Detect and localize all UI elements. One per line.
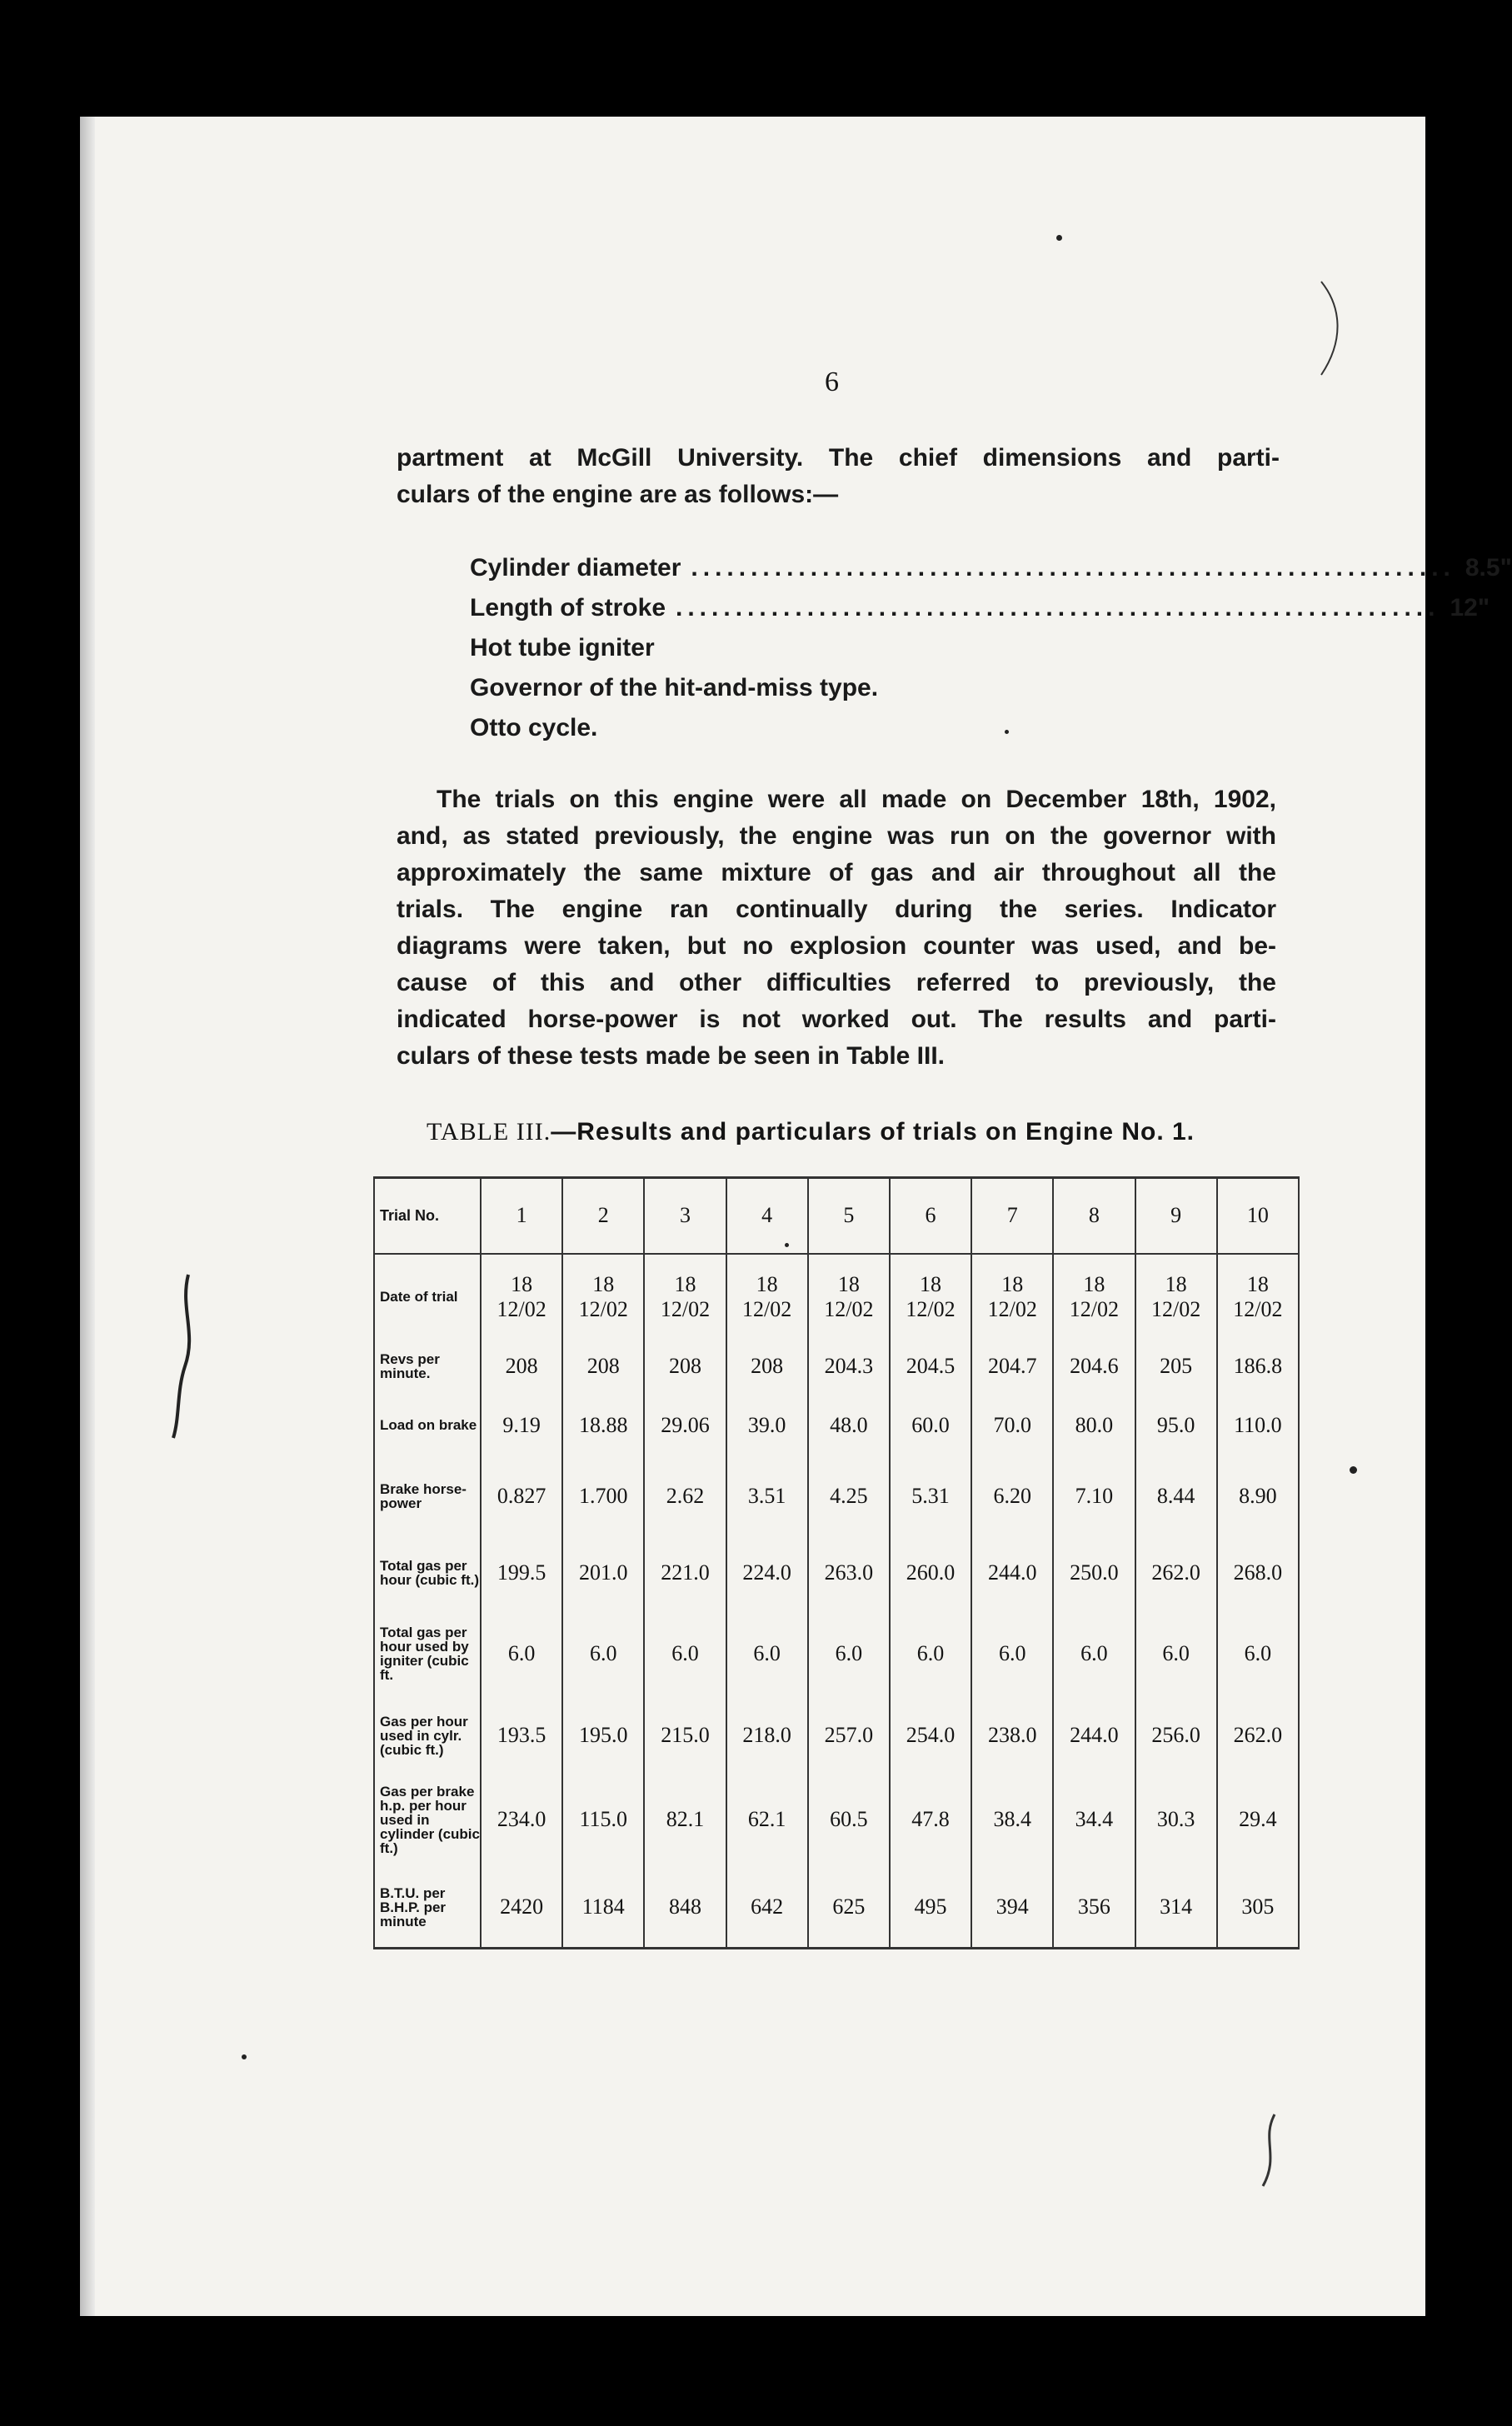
table-cell: 186.8 bbox=[1217, 1340, 1299, 1393]
row-label: Total gas per hour used by igniter (cubic ft. bbox=[374, 1610, 481, 1699]
table-cell: 80.0 bbox=[1053, 1393, 1135, 1456]
table-cell: 6.0 bbox=[1135, 1610, 1217, 1699]
table-cell: 244.0 bbox=[1053, 1699, 1135, 1772]
spec-label: Hot tube igniter bbox=[470, 634, 655, 661]
table-cell: 208 bbox=[562, 1340, 644, 1393]
table-cell: 218.0 bbox=[726, 1699, 808, 1772]
spec-label: Length of stroke bbox=[470, 594, 666, 621]
spec-row bbox=[470, 668, 1203, 708]
table-cell: 18 12/02 bbox=[1135, 1254, 1217, 1340]
table-row bbox=[374, 1536, 1299, 1610]
scan-speck bbox=[1005, 730, 1009, 734]
text-line: culars of these tests made be seen in Table III. bbox=[397, 1042, 946, 1070]
results-table bbox=[373, 1176, 1300, 1949]
text-line: cause of this and other difficulties referred to previously, the bbox=[397, 969, 1276, 996]
row-label: Load on brake bbox=[374, 1393, 481, 1456]
text-line: trials. The engine ran continually during the series. Indicator bbox=[397, 896, 1276, 923]
text-line: culars of the engine are as follows:— bbox=[397, 481, 839, 508]
table-cell: 6.0 bbox=[1217, 1610, 1299, 1699]
table-cell: 18 12/02 bbox=[644, 1254, 726, 1340]
table-cell: 314 bbox=[1135, 1867, 1217, 1948]
pencil-mark bbox=[1316, 282, 1350, 382]
scan-speck bbox=[242, 2054, 247, 2059]
table-row bbox=[374, 1340, 1299, 1393]
trial-number: 8 bbox=[1053, 1178, 1135, 1254]
table-cell: 39.0 bbox=[726, 1393, 808, 1456]
table-cell: 215.0 bbox=[644, 1699, 726, 1772]
table-cell: 110.0 bbox=[1217, 1393, 1299, 1456]
table-cell: 204.3 bbox=[808, 1340, 890, 1393]
table-cell: 8.44 bbox=[1135, 1457, 1217, 1536]
table-row bbox=[374, 1393, 1299, 1456]
spec-row bbox=[470, 588, 1490, 628]
table-cell: 625 bbox=[808, 1867, 890, 1948]
table-cell: 208 bbox=[726, 1340, 808, 1393]
table-cell: 95.0 bbox=[1135, 1393, 1217, 1456]
trial-number: 3 bbox=[644, 1178, 726, 1254]
spec-value: 8.5" bbox=[1465, 554, 1512, 582]
scan-speck bbox=[1056, 235, 1062, 241]
page-number: 6 bbox=[825, 367, 839, 397]
row-label: B.T.U. per B.H.P. per minute bbox=[374, 1867, 481, 1948]
table-cell: 60.5 bbox=[808, 1772, 890, 1867]
table-cell: 208 bbox=[644, 1340, 726, 1393]
table-row bbox=[374, 1867, 1299, 1948]
scan-speck bbox=[1350, 1466, 1357, 1474]
row-label: Date of trial bbox=[374, 1254, 481, 1340]
table-cell: 1.700 bbox=[562, 1457, 644, 1536]
text-line: approximately the same mixture of gas and air throughout all the bbox=[397, 859, 1276, 886]
text-line: The trials on this engine were all made on December 18th, 1902, bbox=[437, 786, 1276, 813]
table-cell: 6.0 bbox=[562, 1610, 644, 1699]
table-cell: 6.0 bbox=[808, 1610, 890, 1699]
table-cell: 257.0 bbox=[808, 1699, 890, 1772]
table-cell: 201.0 bbox=[562, 1536, 644, 1610]
table-cell: 3.51 bbox=[726, 1457, 808, 1536]
table-cell: 305 bbox=[1217, 1867, 1299, 1948]
trial-number: 7 bbox=[971, 1178, 1053, 1254]
table-cell: 263.0 bbox=[808, 1536, 890, 1610]
table-cell: 6.0 bbox=[971, 1610, 1053, 1699]
table-cell: 29.4 bbox=[1217, 1772, 1299, 1867]
table-row bbox=[374, 1772, 1299, 1867]
table-cell: 18 12/02 bbox=[1053, 1254, 1135, 1340]
row-label: Total gas per hour (cubic ft.) bbox=[374, 1536, 481, 1610]
table-cell: 394 bbox=[971, 1867, 1053, 1948]
table-cell: 0.827 bbox=[481, 1457, 562, 1536]
table-cell: 18 12/02 bbox=[562, 1254, 644, 1340]
spec-label: Governor of the hit-and-miss type. bbox=[470, 674, 879, 701]
table-cell: 4.25 bbox=[808, 1457, 890, 1536]
spec-label: Otto cycle. bbox=[470, 714, 598, 741]
table-cell: 2.62 bbox=[644, 1457, 726, 1536]
text-line: diagrams were taken, but no explosion counter was used, and be- bbox=[397, 932, 1276, 960]
table-cell: 82.1 bbox=[644, 1772, 726, 1867]
table-cell: 260.0 bbox=[890, 1536, 971, 1610]
table-header-row bbox=[374, 1178, 1299, 1254]
table-cell: 30.3 bbox=[1135, 1772, 1217, 1867]
table-cell: 262.0 bbox=[1135, 1536, 1217, 1610]
table-cell: 6.0 bbox=[726, 1610, 808, 1699]
trial-number: 6 bbox=[890, 1178, 971, 1254]
trials-paragraph bbox=[397, 781, 1276, 1075]
table-cell: 6.0 bbox=[644, 1610, 726, 1699]
leader-dots: ................................................................ bbox=[676, 594, 1440, 621]
trial-number: 1 bbox=[481, 1178, 562, 1254]
table-cell: 18.88 bbox=[562, 1393, 644, 1456]
spec-value: 12" bbox=[1450, 594, 1490, 621]
table-row bbox=[374, 1457, 1299, 1536]
leader-dots: ................................................................ bbox=[691, 554, 1455, 582]
table-row bbox=[374, 1610, 1299, 1699]
table-cell: 254.0 bbox=[890, 1699, 971, 1772]
table-cell: 18 12/02 bbox=[726, 1254, 808, 1340]
engine-specs-list bbox=[470, 548, 1512, 748]
trial-number: 4 bbox=[726, 1178, 808, 1254]
table-cell: 18 12/02 bbox=[808, 1254, 890, 1340]
row-label: Gas per brake h.p. per hour used in cylinder (cubic ft.) bbox=[374, 1772, 481, 1867]
trial-number: 5 bbox=[808, 1178, 890, 1254]
table-cell: 7.10 bbox=[1053, 1457, 1135, 1536]
table-cell: 47.8 bbox=[890, 1772, 971, 1867]
table-cell: 29.06 bbox=[644, 1393, 726, 1456]
table-cell: 60.0 bbox=[890, 1393, 971, 1456]
spec-row bbox=[470, 708, 1203, 748]
table-cell: 262.0 bbox=[1217, 1699, 1299, 1772]
row-label: Gas per hour used in cylr. (cubic ft.) bbox=[374, 1699, 481, 1772]
table-cell: 356 bbox=[1053, 1867, 1135, 1948]
table-cell: 204.5 bbox=[890, 1340, 971, 1393]
table-cell: 62.1 bbox=[726, 1772, 808, 1867]
spec-row bbox=[470, 548, 1512, 588]
table-cell: 238.0 bbox=[971, 1699, 1053, 1772]
intro-paragraph bbox=[397, 440, 1280, 513]
table-cell: 8.90 bbox=[1217, 1457, 1299, 1536]
table-cell: 1184 bbox=[562, 1867, 644, 1948]
table-cell: 18 12/02 bbox=[481, 1254, 562, 1340]
table-cell: 256.0 bbox=[1135, 1699, 1217, 1772]
table-cell: 642 bbox=[726, 1867, 808, 1948]
table-row bbox=[374, 1254, 1299, 1340]
table-caption-prefix: TABLE III. bbox=[427, 1118, 551, 1146]
table-cell: 18 12/02 bbox=[1217, 1254, 1299, 1340]
table-cell: 5.31 bbox=[890, 1457, 971, 1536]
table-row bbox=[374, 1699, 1299, 1772]
table-cell: 48.0 bbox=[808, 1393, 890, 1456]
table-cell: 6.20 bbox=[971, 1457, 1053, 1536]
scan-speck bbox=[785, 1243, 789, 1247]
spec-row bbox=[470, 628, 1203, 668]
table-cell: 9.19 bbox=[481, 1393, 562, 1456]
table-cell: 18 12/02 bbox=[971, 1254, 1053, 1340]
text-line: indicated horse-power is not worked out. The results and parti- bbox=[397, 1006, 1276, 1033]
table-cell: 199.5 bbox=[481, 1536, 562, 1610]
table-cell: 18 12/02 bbox=[890, 1254, 971, 1340]
table-cell: 6.0 bbox=[481, 1610, 562, 1699]
table-cell: 6.0 bbox=[890, 1610, 971, 1699]
table-cell: 6.0 bbox=[1053, 1610, 1135, 1699]
page-edge-shadow bbox=[80, 117, 95, 2316]
text-line: partment at McGill University. The chief dimensions and parti- bbox=[397, 444, 1280, 472]
row-label: Revs per minute. bbox=[374, 1340, 481, 1393]
table-cell: 208 bbox=[481, 1340, 562, 1393]
table-cell: 193.5 bbox=[481, 1699, 562, 1772]
table-cell: 250.0 bbox=[1053, 1536, 1135, 1610]
table-cell: 34.4 bbox=[1053, 1772, 1135, 1867]
table-cell: 38.4 bbox=[971, 1772, 1053, 1867]
table-cell: 205 bbox=[1135, 1340, 1217, 1393]
table-cell: 115.0 bbox=[562, 1772, 644, 1867]
table-cell: 2420 bbox=[481, 1867, 562, 1948]
trial-number: 2 bbox=[562, 1178, 644, 1254]
table-cell: 221.0 bbox=[644, 1536, 726, 1610]
table-cell: 244.0 bbox=[971, 1536, 1053, 1610]
spec-label: Cylinder diameter bbox=[470, 554, 681, 582]
table-cell: 224.0 bbox=[726, 1536, 808, 1610]
table-cell: 204.7 bbox=[971, 1340, 1053, 1393]
table-cell: 195.0 bbox=[562, 1699, 644, 1772]
trial-number: 10 bbox=[1217, 1178, 1299, 1254]
header-label: Trial No. bbox=[374, 1178, 481, 1254]
table-cell: 268.0 bbox=[1217, 1536, 1299, 1610]
table-cell: 234.0 bbox=[481, 1772, 562, 1867]
row-label: Brake horse-power bbox=[374, 1457, 481, 1536]
table-cell: 70.0 bbox=[971, 1393, 1053, 1456]
table-caption-text: —Results and particulars of trials on Engine No. 1. bbox=[551, 1118, 1195, 1146]
pencil-mark bbox=[163, 1275, 213, 1441]
table-cell: 848 bbox=[644, 1867, 726, 1948]
table-cell: 495 bbox=[890, 1867, 971, 1948]
text-line: and, as stated previously, the engine was run on the governor with bbox=[397, 822, 1276, 850]
pencil-mark bbox=[1255, 2114, 1288, 2189]
table-caption bbox=[427, 1118, 1195, 1146]
trial-number: 9 bbox=[1135, 1178, 1217, 1254]
table-cell: 204.6 bbox=[1053, 1340, 1135, 1393]
